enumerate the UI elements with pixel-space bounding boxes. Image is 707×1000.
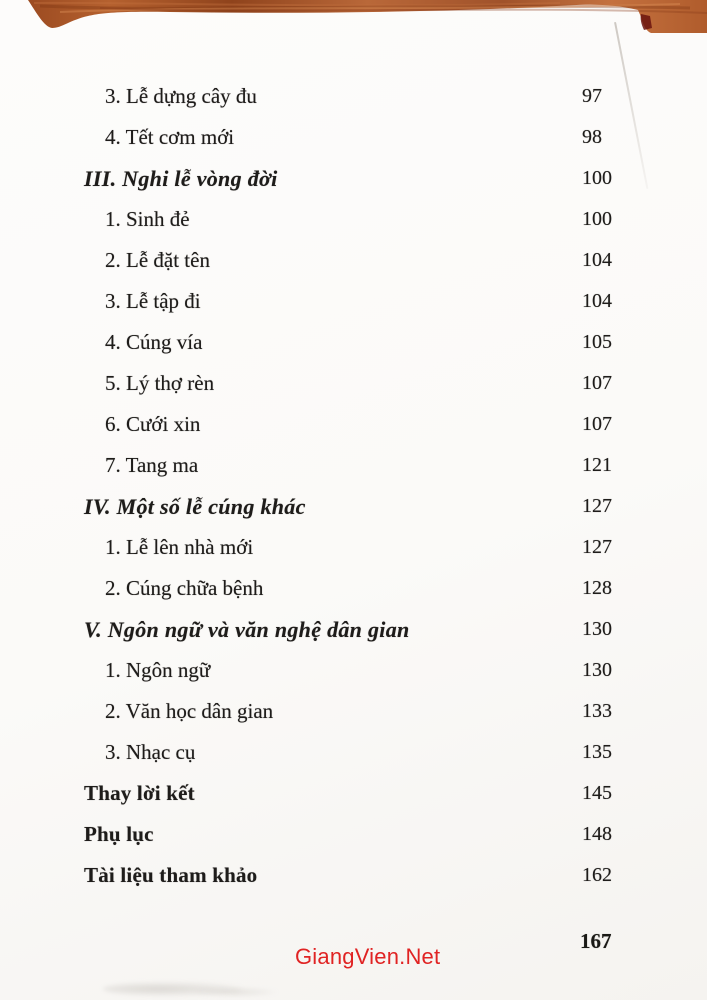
toc-row xyxy=(0,281,707,322)
toc-page-number: 104 xyxy=(582,290,612,312)
toc-entry-label: 5. Lý thợ rèn xyxy=(105,371,215,395)
toc-entry-label: 1. Sinh đẻ xyxy=(105,207,190,231)
toc-row xyxy=(0,76,707,117)
toc-entry-label: 1. Ngôn ngữ xyxy=(105,658,211,682)
toc-row xyxy=(0,240,707,281)
toc-page-number: 127 xyxy=(582,495,612,517)
toc-page-number: 100 xyxy=(582,167,612,189)
toc-entry-label: 6. Cưới xin xyxy=(105,412,201,436)
toc-page-number: 127 xyxy=(582,536,612,558)
toc-page-number: 97 xyxy=(582,85,602,107)
toc-entry-label: III. Nghi lễ vòng đời xyxy=(84,165,278,191)
table-of-contents xyxy=(0,76,707,896)
toc-page-number: 107 xyxy=(582,372,612,394)
toc-page-number: 107 xyxy=(582,413,612,435)
toc-entry-label: 3. Lễ dựng cây đu xyxy=(105,84,257,108)
toc-entry-label: Phụ lục xyxy=(84,822,154,846)
toc-entry-label: 3. Nhạc cụ xyxy=(105,740,196,764)
toc-entry-label: Thay lời kết xyxy=(84,781,195,805)
toc-entry-label: V. Ngôn ngữ và văn nghệ dân gian xyxy=(84,616,410,642)
toc-page-number: 121 xyxy=(582,454,612,476)
toc-entry-label: 2. Cúng chữa bệnh xyxy=(105,576,264,600)
toc-row xyxy=(0,773,707,814)
wood-table-edge xyxy=(0,0,707,44)
toc-row xyxy=(0,814,707,855)
toc-page-number: 130 xyxy=(582,659,612,681)
toc-page-number: 148 xyxy=(582,823,612,845)
toc-page-number: 133 xyxy=(582,700,612,722)
toc-page-number: 98 xyxy=(582,126,602,148)
toc-row xyxy=(0,650,707,691)
page-number: 167 xyxy=(580,929,612,953)
ink-smudge xyxy=(190,987,280,997)
toc-entry-label: IV. Một số lễ cúng khác xyxy=(84,493,306,519)
toc-page-number: 128 xyxy=(582,577,612,599)
toc-row xyxy=(0,568,707,609)
toc-row xyxy=(0,486,707,527)
toc-row xyxy=(0,404,707,445)
toc-entry-label: 3. Lễ tập đi xyxy=(105,289,201,313)
toc-row xyxy=(0,445,707,486)
toc-page-number: 145 xyxy=(582,782,612,804)
toc-row xyxy=(0,322,707,363)
toc-entry-label: 7. Tang ma xyxy=(105,453,199,477)
toc-entry-label: 4. Tết cơm mới xyxy=(105,125,235,149)
toc-row xyxy=(0,855,707,896)
watermark-text: GiangVien.Net xyxy=(295,944,441,969)
toc-page-number: 105 xyxy=(582,331,612,353)
toc-page-number: 162 xyxy=(582,864,612,886)
toc-page-number: 130 xyxy=(582,618,612,640)
toc-entry-label: 2. Lễ đặt tên xyxy=(105,248,210,272)
toc-row xyxy=(0,527,707,568)
toc-entry-label: 2. Văn học dân gian xyxy=(105,699,274,723)
toc-row xyxy=(0,117,707,158)
toc-row xyxy=(0,732,707,773)
toc-row xyxy=(0,691,707,732)
toc-page-number: 135 xyxy=(582,741,612,763)
toc-row xyxy=(0,609,707,650)
toc-entry-label: Tài liệu tham khảo xyxy=(84,863,258,887)
toc-entry-label: 1. Lễ lên nhà mới xyxy=(105,535,254,559)
toc-entry-label: 4. Cúng vía xyxy=(105,330,203,354)
toc-row xyxy=(0,158,707,199)
toc-page-number: 104 xyxy=(582,249,612,271)
toc-row xyxy=(0,199,707,240)
toc-row xyxy=(0,363,707,404)
toc-page-number: 100 xyxy=(582,208,612,230)
